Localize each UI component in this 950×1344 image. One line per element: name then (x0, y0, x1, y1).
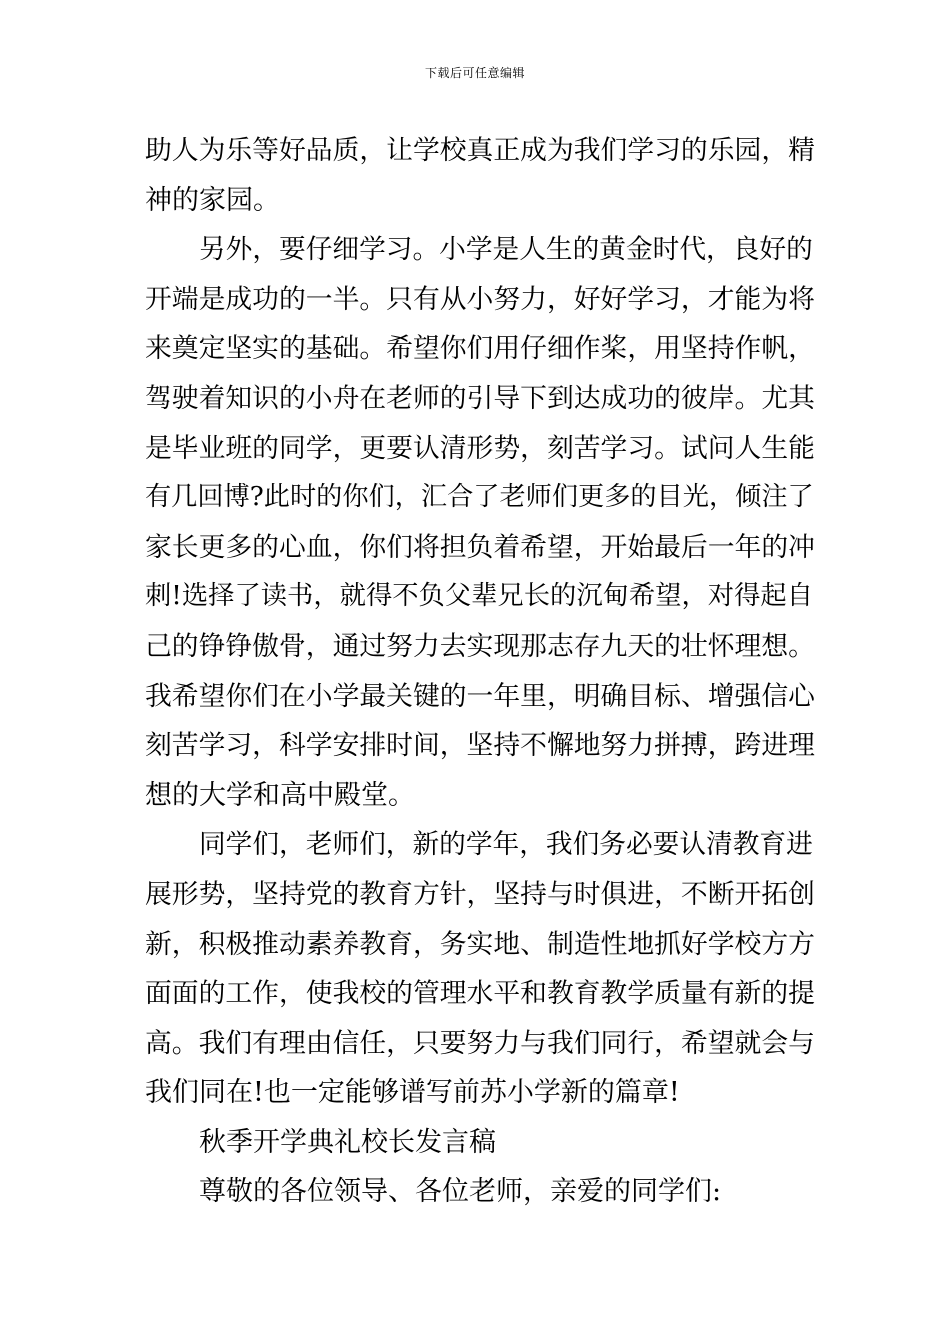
section-title: 秋季开学典礼校长发言稿 (199, 1126, 496, 1158)
text-line: 新，积极推动素养教育，务实地、制造性地抓好学校方方 (145, 928, 815, 960)
text-line: 刺!选择了读书，就得不负父辈兄长的沉甸希望，对得起自 (145, 581, 813, 612)
text-line: 来奠定坚实的基础。希望你们用仔细作桨，用坚持作帆， (145, 333, 815, 365)
text-line: 有几回博?此时的你们，汇合了老师们更多的目光，倾注了 (145, 482, 814, 513)
text-line: 我们同在!也一定能够谱写前苏小学新的篇章! (145, 1077, 680, 1109)
text-line: 家长更多的心血，你们将担负着希望，开始最后一年的冲 (145, 531, 815, 563)
page-header-note: 下载后可任意编辑 (424, 66, 525, 80)
text-line: 面面的工作，使我校的管理水平和教育教学质量有新的提 (145, 978, 815, 1010)
salutation-line: 尊敬的各位领导、各位老师，亲爱的同学们: (199, 1176, 722, 1208)
text-line: 展形势，坚持党的教育方针，坚持与时俱进，不断开拓创 (145, 878, 815, 910)
text-line: 开端是成功的一半。只有从小努力，好好学习，才能为将 (145, 283, 815, 315)
text-line: 高。我们有理由信任，只要努力与我们同行，希望就会与 (145, 1027, 815, 1059)
text-line: 是毕业班的同学，更要认清形势，刻苦学习。试问人生能 (145, 432, 815, 464)
text-line: 我希望你们在小学最关键的一年里，明确目标、增强信心 (145, 680, 815, 712)
text-line: 驾驶着知识的小舟在老师的引导下到达成功的彼岸。尤其 (145, 382, 815, 414)
text-line: 己的铮铮傲骨，通过努力去实现那志存九天的壮怀理想。 (145, 630, 815, 662)
text-line: 助人为乐等好品质，让学校真正成为我们学习的乐园，精 (145, 135, 815, 166)
document-body (145, 126, 815, 1217)
paragraph-start-line: 另外，要仔细学习。小学是人生的黄金时代，良好的 (199, 234, 813, 266)
text-line: 神的家园。 (145, 184, 280, 216)
text-line: 刻苦学习，科学安排时间，坚持不懈地努力拼搏，跨进理 (145, 730, 815, 762)
text-line: 想的大学和高中殿堂。 (145, 779, 415, 811)
paragraph-start-line: 同学们，老师们，新的学年，我们务必要认清教育进 (199, 829, 813, 861)
